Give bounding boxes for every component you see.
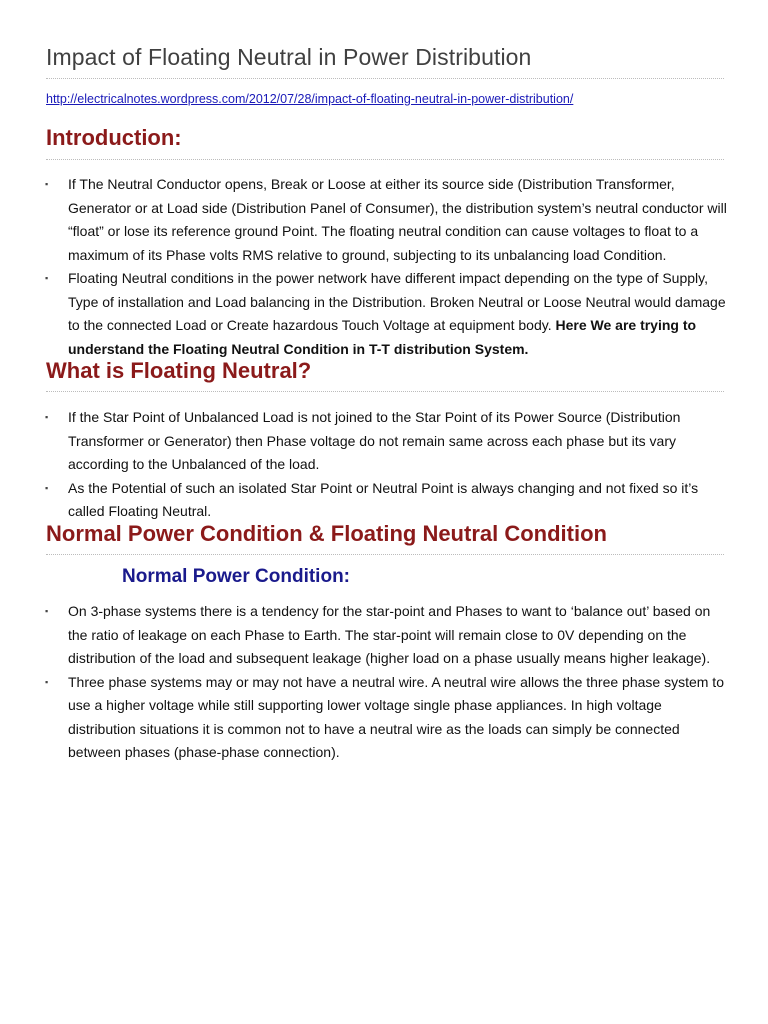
heading-normal-vs-floating: Normal Power Condition & Floating Neutral Condition	[46, 521, 607, 546]
bullet-marker: ▪	[45, 482, 49, 493]
list-item	[42, 477, 732, 524]
list-item	[42, 671, 732, 765]
document-title: Impact of Floating Neutral in Power Distribution	[46, 44, 532, 70]
bullet-marker: ▪	[45, 179, 49, 189]
list-item-text: Three phase systems may or may not have a neutral wire. A neutral wire allows the three phase system to use a higher voltage while still supporting lower voltage single phase appliances. In high voltage distribution situations it is common not to have a neutral wire as the loads can simply be connected between phases (phase-phase connection).	[68, 673, 724, 760]
list-item	[42, 600, 732, 671]
heading-what-is-floating-neutral: What is Floating Neutral?	[46, 358, 312, 383]
normal-power-list	[42, 600, 732, 765]
list-item	[42, 406, 732, 477]
list-item	[42, 267, 732, 361]
what-is-divider	[46, 391, 724, 392]
list-item-text: As the Potential of such an isolated Star Point or Neutral Point is always changing and not fixed so it’s called Floating Neutral.	[68, 479, 699, 519]
what-is-list	[42, 406, 732, 524]
introduction-divider	[46, 159, 724, 160]
bullet-marker: ▪	[45, 273, 49, 283]
heading-introduction: Introduction:	[46, 125, 182, 150]
introduction-list	[42, 173, 732, 361]
bullet-marker: ▪	[45, 606, 49, 616]
list-item-text: On 3-phase systems there is a tendency for the star-point and Phases to want to ‘balance out’ based on the ratio of leakage on each Phase to Earth. The star-point will remain close to 0V depending on the distribution of the load and subsequent leakage (higher load on a phase usually means higher leakage).	[68, 603, 711, 666]
list-item-bold-text: Here We are trying to understand the Floating Neutral Condition in T-T distribution System.	[68, 317, 697, 357]
title-divider	[46, 78, 724, 79]
list-item	[42, 173, 732, 267]
normal-vs-floating-divider	[46, 554, 724, 555]
subheading-normal-power-condition: Normal Power Condition:	[122, 566, 350, 587]
bullet-marker: ▪	[45, 676, 49, 687]
list-item-text: Floating Neutral conditions in the power network have different impact depending on the type of Supply, Type of installation and Load balancing in the Distribution. Broken Neutral or Loose Neutral would damage to the connected Load or Create hazardous Touch Voltage at equipment body.	[68, 270, 726, 333]
list-item-text: If the Star Point of Unbalanced Load is not joined to the Star Point of its Power Source (Distribution Transformer or Generator) then Phase voltage do not remain same across each phase but its vary according to the Unbalanced of the load.	[68, 409, 681, 472]
bullet-marker: ▪	[45, 412, 49, 422]
source-link[interactable]: http://electricalnotes.wordpress.com/2012/07/28/impact-of-floating-neutral-in-power-distribution/	[46, 92, 574, 106]
list-item-text: If The Neutral Conductor opens, Break or Loose at either its source side (Distribution Transformer, Generator or at Load side (Distribution Panel of Consumer), the distribution system’s neutral conductor will “float” or lose its reference ground Point. The floating neutral condition can cause voltages to float to a maximum of its Phase volts RMS relative to ground, subjecting to its unbalancing load Condition.	[68, 176, 727, 263]
